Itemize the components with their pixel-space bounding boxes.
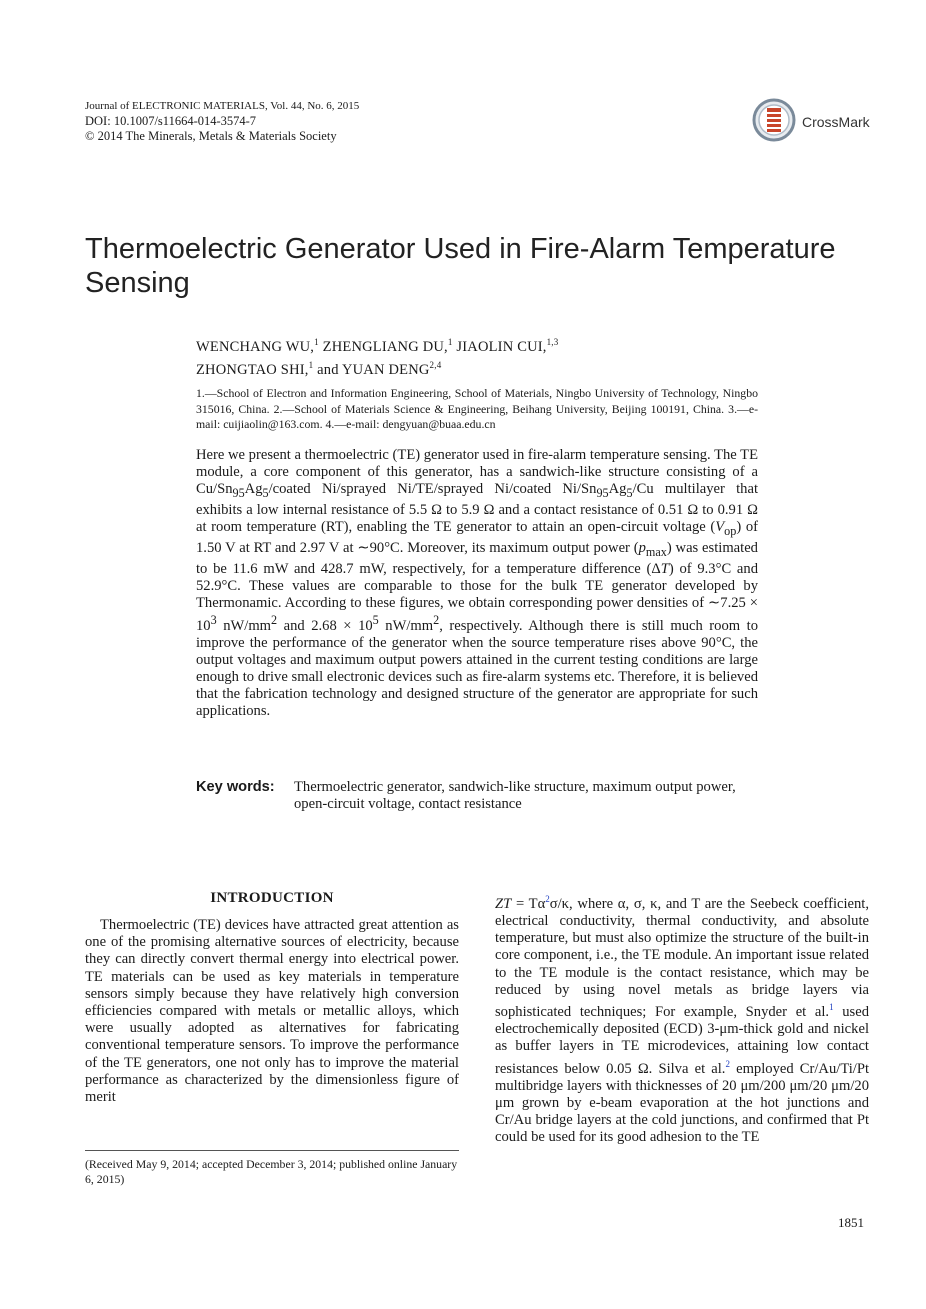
author-name: JIAOLIN CUI, <box>452 338 547 355</box>
crossmark-badge[interactable] <box>752 98 892 144</box>
reference-link[interactable]: 2 <box>725 1058 730 1069</box>
author-name: WENCHANG WU, <box>196 338 315 355</box>
author-affil-ref: 1,3 <box>546 337 559 347</box>
journal-citation: Journal of ELECTRONIC MATERIALS, Vol. 44, No. 6, 2015 <box>85 100 360 112</box>
affiliations: 1.—School of Electron and Information Engineering, School of Materials, Ningbo University of Technology, Ningbo 315016, China. 2.—School of Materials Science & Engineering, Beihang University, Beijing 100191, China. 3.—e-mail: cuijiaolin@163.com. 4.—e-mail: dengyuan@buaa.edu.cn <box>196 386 758 431</box>
copyright: © 2014 The Minerals, Metals & Materials Society <box>85 129 337 143</box>
author-list <box>196 333 796 379</box>
author-affil-ref: 1 <box>447 337 453 347</box>
author-name: ZHENGLIANG DU, <box>318 338 448 355</box>
section-heading: INTRODUCTION <box>210 890 334 906</box>
article-title: Thermoelectric Generator Used in Fire-Alarm Temperature Sensing <box>85 233 836 299</box>
reference-link[interactable]: 1 <box>829 1002 834 1013</box>
body-paragraph: ZT = $T\alpha^2\sigma/\kappa$, where α, σ, κ, and T are the Seebeck coefficient, electrical conductivity, thermal conductivity, and absolute temperature, but must also optimize the structure of the built-in core component, i.e., the TE module. An important issue related to the TE module is the contact resistance, which may be reduced by using novel metals as bridge layers via sophisticated techniques; For example, Snyder et al.$^1$ used electrochemically deposited (ECD) 3-μm-thick gold and nickel as buffer layers in TE microdevices, attaining low contact resistances below 0.05 Ω. Silva et al.$^2$ employed Cr/Au/Ti/Pt multibridge layers with thicknesses of 20 μm/200 μm/20 μm/20 μm grown by e-beam evaporation at the hot junctions and Cr/Au bridge layers at the cold junctions, and confirmed that Pt could be used for its good adhesion to the TE <box>495 894 870 1146</box>
body-paragraph: Thermoelectric (TE) devices have attracted great attention as one of the promising alternative sources of electricity, because they can directly convert thermal energy into electrical power. TE materials can be used as key materials in temperature sensors simply because they have relatively high conversion efficiencies compared with metals or metallic alloys, which were usually adopted as alternatives for fabricating conventional temperature sensors. To improve the performance of the TE generators, one not only has to improve the material performance as characterized by the dimensionless figure of merit <box>85 917 459 1106</box>
author-affil-ref: 1 <box>314 337 319 347</box>
author-affil-ref: 1 <box>308 359 314 370</box>
doi[interactable]: DOI: 10.1007/s11664-014-3574-7 <box>85 114 257 128</box>
crossmark-icon <box>752 98 796 142</box>
author-name: ZHONGTAO SHI, <box>196 361 309 378</box>
abstract-paragraph: Here we present a thermoelectric (TE) generator used in fire-alarm temperature sensing. The TE module, a core component of this generator, has a sandwich-like structure consisting of a $Cu/Sn_{95}Ag_5$/coated Ni/sprayed Ni/TE/sprayed Ni/coated $Ni/Sn_{95}Ag_5/Cu$ multilayer that exhibits a low internal resistance of 5.5 Ω to 5.9 Ω and a contact resistance of 0.51 Ω to 0.91 Ω at room temperature (RT), enabling the TE generator to attain an open-circuit voltage $(V_{op})$ of 1.50 V at RT and 2.97 V at ∼90°C. Moreover, its maximum output power $(p_{max})$ was estimated to be 11.6 mW and 428.7 mW, respectively, for a temperature difference (ΔT) of 9.3°C and 52.9°C. These values are comparable to those for the bulk TE generator developed by Thermonamic. According to these figures, we obtain corresponding power densities of ∼7.25 × $10^3$ $nW/mm^2$ and $2.68 \times 10^5$ $nW/mm^2$, respectively. Although there is still much room to improve the performance of the generator when the source temperature rises above 90°C, the output voltages and maximum output powers attained in the current testing conditions are large enough to drive small electronic devices such as fire-alarm systems etc. Therefore, it is believed that the fabrication technology and designed structure of the generator are appropriate for such applications. <box>196 447 758 719</box>
keywords <box>196 779 766 813</box>
introduction-body <box>85 917 459 1106</box>
keywords-text: Thermoelectric generator, sandwich-like structure, maximum output power, open-circuit voltage, contact resistance <box>294 779 736 812</box>
received-footnote: (Received May 9, 2014; accepted December 3, 2014; published online January 6, 2015) <box>85 1157 458 1186</box>
crossmark-label: CrossMark <box>802 114 870 130</box>
journal-meta <box>85 99 359 144</box>
page-number: 1851 <box>838 1215 864 1230</box>
right-column-body <box>495 891 869 1146</box>
abstract <box>196 447 758 720</box>
footnote-divider <box>85 1150 459 1151</box>
author-affil-ref: 2,4 <box>429 359 442 370</box>
author-name: and YUAN DENG <box>313 361 430 378</box>
keywords-label: Key words: <box>196 779 275 795</box>
